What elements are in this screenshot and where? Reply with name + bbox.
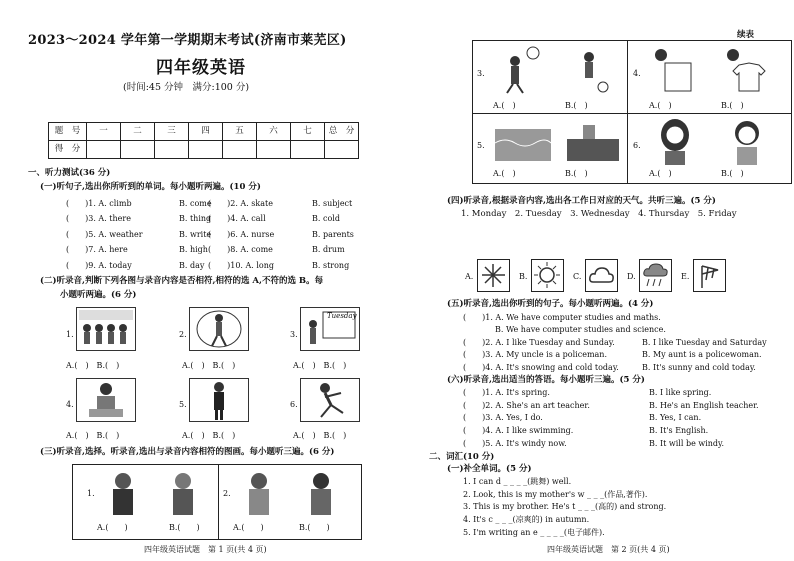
girl-short-hair-icon	[721, 117, 773, 167]
weather-letter: E.	[681, 272, 690, 281]
part2-q6-options[interactable]: A.( ) B.( )	[293, 431, 347, 440]
part6-q1-b: B. I like spring.	[649, 388, 712, 397]
jump-rope-picture	[189, 307, 249, 351]
weather-letter: C.	[573, 272, 582, 281]
part1-q6[interactable]: ( )6. A. nurse	[208, 230, 275, 239]
part3-number: 1.	[87, 489, 95, 498]
part1-q7[interactable]: ( )7. A. here	[66, 245, 128, 254]
classroom-picture	[76, 307, 136, 351]
pic4-b[interactable]: B.( )	[721, 101, 744, 110]
skating-picture	[300, 378, 360, 422]
score-table-header-row	[49, 123, 359, 141]
score-table-score-row	[49, 141, 359, 159]
part5-q1-b: B. We have computer studies and science.	[463, 325, 666, 334]
part3-box	[72, 464, 362, 540]
score-cell: 一	[87, 123, 121, 141]
part6-q3[interactable]: ( )3. A. Yes, I do.	[463, 413, 543, 422]
score-cell: 二	[121, 123, 155, 141]
section-vocab-title: 二、词汇(10 分)	[429, 452, 495, 462]
cooking-picture	[76, 378, 136, 422]
part5-q4[interactable]: ( )4. A. It's snowing and cold today.	[463, 363, 619, 372]
vocab-q3[interactable]: 3. This is my brother. He's t _ _ _(高的) and strong.	[463, 502, 667, 511]
score-cell: 得 分	[49, 141, 87, 159]
part2-q3-options[interactable]: A.( ) B.( )	[293, 361, 347, 370]
part3-divider	[218, 465, 219, 539]
vocab-q2[interactable]: 2. Look, this is my mother's w _ _ _(作品,著作).	[463, 490, 648, 499]
part5-q1[interactable]: ( )1. A. We have computer studies and maths.	[463, 313, 661, 322]
part5-q4-b: B. It's sunny and cold today.	[642, 363, 756, 372]
part1-q4-b: B. cold	[312, 214, 340, 223]
exam-title: 2023～2024 学年第一学期期末考试(济南市莱芜区)	[28, 33, 347, 48]
score-input-cell[interactable]	[291, 141, 325, 159]
cloud-icon	[585, 259, 618, 292]
score-cell: 三	[155, 123, 189, 141]
part3-q2-a[interactable]: A.( )	[233, 523, 264, 532]
part2-number: 3.	[290, 330, 298, 339]
left-footer: 四年级英语试题 第 1 页(共 4 页)	[144, 545, 267, 554]
pic6-a[interactable]: A.( )	[649, 169, 672, 178]
sun-tshirt-icon	[721, 45, 773, 95]
kitchen-sink-icon	[563, 119, 623, 165]
part1-q9-b: B. day	[179, 261, 205, 270]
part2-title-cont: 小题听两遍。(6 分)	[60, 290, 137, 300]
part1-q10[interactable]: ( )10. A. long	[208, 261, 275, 270]
continued-label: 续表	[736, 30, 754, 40]
part2-q5-options[interactable]: A.( ) B.( )	[182, 431, 236, 440]
part1-q8-b: B. drum	[312, 245, 345, 254]
part6-q2[interactable]: ( )2. A. She's an art teacher.	[463, 401, 590, 410]
score-cell: 六	[257, 123, 291, 141]
part1-q1-b: B. come	[179, 199, 212, 208]
part5-q2[interactable]: ( )2. A. I like Tuesday and Sunday.	[463, 338, 615, 347]
weather-letter: A.	[465, 272, 474, 281]
part2-number: 1.	[66, 330, 74, 339]
sun-icon	[531, 259, 564, 292]
part1-q7-b: B. high	[179, 245, 208, 254]
student-icon	[301, 469, 341, 519]
score-cell: 题 号	[49, 123, 87, 141]
part1-q2-b: B. subject	[312, 199, 353, 208]
pic-number: 6.	[633, 141, 641, 150]
part6-q3-b: B. Yes, I can.	[649, 413, 702, 422]
part6-q1[interactable]: ( )1. A. It's spring.	[463, 388, 550, 397]
pic-number: 3.	[477, 69, 485, 78]
doctor-icon	[239, 469, 279, 519]
skater-icon	[301, 379, 359, 421]
part1-q1[interactable]: ( )1. A. climb	[66, 199, 132, 208]
part2-number: 6.	[290, 400, 298, 409]
part1-q8[interactable]: ( )8. A. come	[208, 245, 273, 254]
part5-q2-b: B. I like Tuesday and Saturday	[642, 338, 767, 347]
students-icon	[77, 308, 135, 350]
pic-number: 5.	[477, 141, 485, 150]
vocab-part1-title: (一)补全单词。(5 分)	[447, 464, 532, 474]
score-input-cell[interactable]	[325, 141, 359, 159]
part2-number: 5.	[179, 400, 187, 409]
man-icon	[190, 379, 248, 421]
swimming-pool-icon	[493, 119, 553, 165]
part2-q2-options[interactable]: A.( ) B.( )	[182, 361, 236, 370]
cook-icon	[77, 379, 135, 421]
vocab-q1[interactable]: 1. I can d _ _ _ _(跳舞) well.	[463, 477, 572, 486]
sun-jacket-icon	[649, 45, 701, 95]
part2-q4-options[interactable]: A.( ) B.( )	[66, 431, 120, 440]
snow-icon	[477, 259, 510, 292]
vocab-q5[interactable]: 5. I'm writing an e _ _ _ _(电子邮件).	[463, 528, 605, 537]
tuesday-board-picture	[300, 307, 360, 351]
basketball-icon	[493, 45, 545, 95]
part1-q5-b: B. write	[179, 230, 212, 239]
part2-q1-options[interactable]: A.( ) B.( )	[66, 361, 120, 370]
pic6-b[interactable]: B.( )	[721, 169, 744, 178]
jumping-girl-icon	[190, 308, 248, 350]
pictures-row-divider	[473, 113, 791, 114]
part5-q3[interactable]: ( )3. A. My uncle is a policeman.	[463, 350, 607, 359]
man-picture	[189, 378, 249, 422]
score-input-cell[interactable]	[121, 141, 155, 159]
score-input-cell[interactable]	[189, 141, 223, 159]
part1-q3[interactable]: ( )3. A. there	[66, 214, 131, 223]
part1-q3-b: B. thing	[179, 214, 212, 223]
pictures-box	[472, 40, 792, 184]
part4-title: (四)听录音,根据录音内容,选出各工作日对应的天气。共听三遍。(5 分)	[447, 196, 716, 206]
football-icon	[565, 45, 617, 95]
weather-letter: D.	[627, 272, 636, 281]
part1-q2[interactable]: ( )2. A. skate	[208, 199, 273, 208]
part5-title: (五)听录音,选出你听到的句子。每小题听两遍。(4 分)	[447, 299, 654, 309]
section-listening-title: 一、听力测试(36 分)	[28, 168, 111, 178]
score-cell: 七	[291, 123, 325, 141]
part2-title: (二)听录音,判断下列各图与录音内容是否相符,相符的选 A,不符的选 B。每	[40, 276, 324, 286]
pictures-col-divider	[627, 41, 628, 183]
part3-title: (三)听录音,选择。听录音,选出与录音内容相符的图画。每小题听三遍。(6 分)	[40, 447, 335, 457]
pic-number: 4.	[633, 69, 641, 78]
farmer-icon	[163, 469, 203, 519]
part6-q4-b: B. It's English.	[649, 426, 709, 435]
part6-q5-b: B. It will be windy.	[649, 439, 725, 448]
part1-q10-b: B. strong	[312, 261, 350, 270]
right-page	[397, 0, 794, 561]
score-table	[48, 122, 359, 159]
part1-title: (一)听句子,选出你所听到的单词。每小题听两遍。(10 分)	[40, 182, 261, 192]
exam-subject: 四年级英语	[156, 58, 246, 78]
part3-number: 2.	[223, 489, 231, 498]
part6-q5[interactable]: ( )5. A. It's windy now.	[463, 439, 567, 448]
part1-q5[interactable]: ( )5. A. weather	[66, 230, 143, 239]
exam-time-score: (时间:45 分钟 满分:100 分)	[123, 82, 250, 93]
score-cell: 五	[223, 123, 257, 141]
right-footer: 四年级英语试题 第 2 页(共 4 页)	[547, 545, 670, 554]
part6-title: (六)听录音,选出适当的答语。每小题听三遍。(5 分)	[447, 375, 645, 385]
wind-flag-icon	[693, 259, 726, 292]
weather-letter: B.	[519, 272, 528, 281]
part3-q2-b[interactable]: B.( )	[299, 523, 330, 532]
part6-q2-b: B. He's an English teacher.	[649, 401, 759, 410]
part1-q6-b: B. parents	[312, 230, 354, 239]
part2-number: 2.	[179, 330, 187, 339]
pic5-b[interactable]: B.( )	[565, 169, 588, 178]
pic3-b[interactable]: B.( )	[565, 101, 588, 110]
pic4-a[interactable]: A.( )	[649, 101, 672, 110]
part1-q9[interactable]: ( )9. A. today	[66, 261, 132, 270]
vocab-q4[interactable]: 4. It's c _ _ _(凉爽的) in autumn.	[463, 515, 590, 524]
girl-long-hair-icon	[649, 117, 701, 167]
part3-q1-a[interactable]: A.( )	[97, 523, 128, 532]
tuesday-label: Tuesday	[327, 312, 357, 320]
score-input-cell[interactable]	[257, 141, 291, 159]
pic3-a[interactable]: A.( )	[493, 101, 516, 110]
score-input-cell[interactable]	[155, 141, 189, 159]
part3-q1-b[interactable]: B.( )	[169, 523, 200, 532]
part1-q4[interactable]: ( )4. A. call	[208, 214, 266, 223]
part2-number: 4.	[66, 400, 74, 409]
rain-icon	[639, 259, 672, 292]
pic5-a[interactable]: A.( )	[493, 169, 516, 178]
part4-days: 1. Monday 2. Tuesday 3. Wednesday 4. Thursday 5. Friday	[461, 209, 737, 219]
score-input-cell[interactable]	[87, 141, 121, 159]
score-input-cell[interactable]	[223, 141, 257, 159]
policeman-icon	[103, 469, 143, 519]
part5-q3-b: B. My aunt is a policewoman.	[642, 350, 762, 359]
score-cell: 四	[189, 123, 223, 141]
part6-q4[interactable]: ( )4. A. I like swimming.	[463, 426, 574, 435]
score-cell: 总 分	[325, 123, 359, 141]
